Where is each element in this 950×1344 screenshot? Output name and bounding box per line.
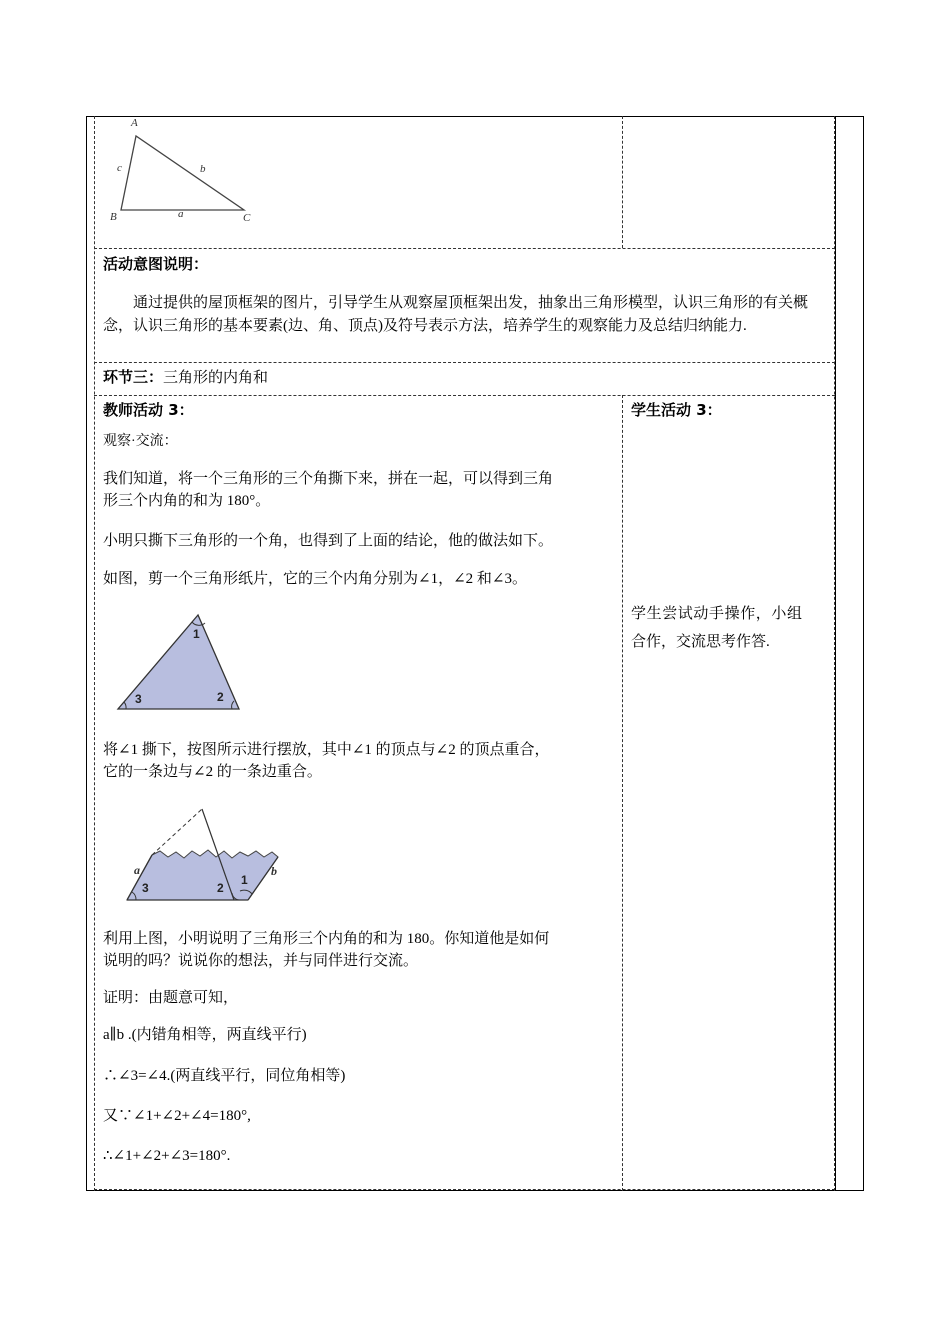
angle-2-label: 2 [217,690,224,704]
student-text-line-2: 合作，交流思考作答. [631,634,770,650]
vertex-c-label: C [243,212,251,224]
section-title [103,366,268,390]
teacher-p6a: 利用上图，小明说明了三角形三个内角的和为 180。你知道他是如何 [103,931,550,947]
vertex-b-label: B [110,211,117,223]
teacher-p2b: 形三个内角的和为 180°。 [103,493,271,509]
section-name: 三角形的内角和 [163,370,269,386]
fig2-angle-2-label: 2 [217,881,224,895]
fig2-angle-1-label: 1 [241,873,248,887]
proof-line-4: ∴∠1+∠2+∠3=180°. [103,1148,231,1164]
side-c-label: c [117,162,122,174]
triangle-angles-figure [115,612,245,712]
inner-left-border [94,116,95,1191]
triangle-abc-figure [110,115,270,230]
proof-intro: 证明：由题意可知， [103,990,239,1006]
intent-body: 通过提供的屋顶框架的图片，引导学生从观察屋顶框架出发，抽象出三角形模型，认识三角形的有关概念，认识三角形的基本要素(边、角、顶点)及符号表示方法，培养学生的观察能力及总结归纳能力. [103,295,809,334]
intent-heading: 活动意图说明： [103,255,209,273]
line-a-label: a [134,863,140,877]
inner-right-border [834,116,835,1191]
teacher-activity-heading: 教师活动 3： [103,401,194,419]
teacher-p5b: 它的一条边与∠2 的一条边重合。 [103,764,322,780]
proof-line-2: ∴∠3=∠4.(两直线平行，同位角相等) [103,1068,346,1084]
torn-angle-figure [120,805,290,905]
teacher-p5a: 将∠1 撕下，按图所示进行摆放，其中∠1 的顶点与∠2 的顶点重合， [103,742,550,758]
fig2-angle-3-label: 3 [142,881,149,895]
teacher-p2a: 我们知道，将一个三角形的三个角撕下来，拼在一起，可以得到三角 [103,471,554,487]
teacher-p3: 小明只撕下三角形的一个角，也得到了上面的结论，他的做法如下。 [103,533,554,549]
proof-line-1: a∥b .(内错角相等，两直线平行) [103,1027,307,1043]
row-divider [94,248,835,249]
top-row-divider [622,116,623,248]
line-b-label: b [271,864,277,878]
side-a-label: a [178,208,184,220]
angle-1-label: 1 [193,627,200,641]
section-label: 环节三： [103,368,164,386]
row-divider [94,395,835,396]
vertex-a-label: A [131,117,138,129]
student-text-line-1: 学生尝试动手操作，小组 [631,606,803,622]
proof-line-3: 又∵∠1+∠2+∠4=180°, [103,1108,251,1124]
table-right-border [835,116,836,1191]
row-divider [94,1189,835,1190]
teacher-p4: 如图，剪一个三角形纸片，它的三个内角分别为∠1，∠2 和∠3。 [103,571,527,587]
angle-3-label: 3 [135,692,142,706]
activity-column-divider [622,395,623,1191]
teacher-p6b: 说明的吗？说说你的想法，并与同伴进行交流。 [103,953,419,969]
row-divider [94,362,835,363]
teacher-p1: 观察·交流： [103,434,178,449]
student-activity-heading: 学生活动 3： [631,401,722,419]
side-b-label: b [200,163,206,175]
